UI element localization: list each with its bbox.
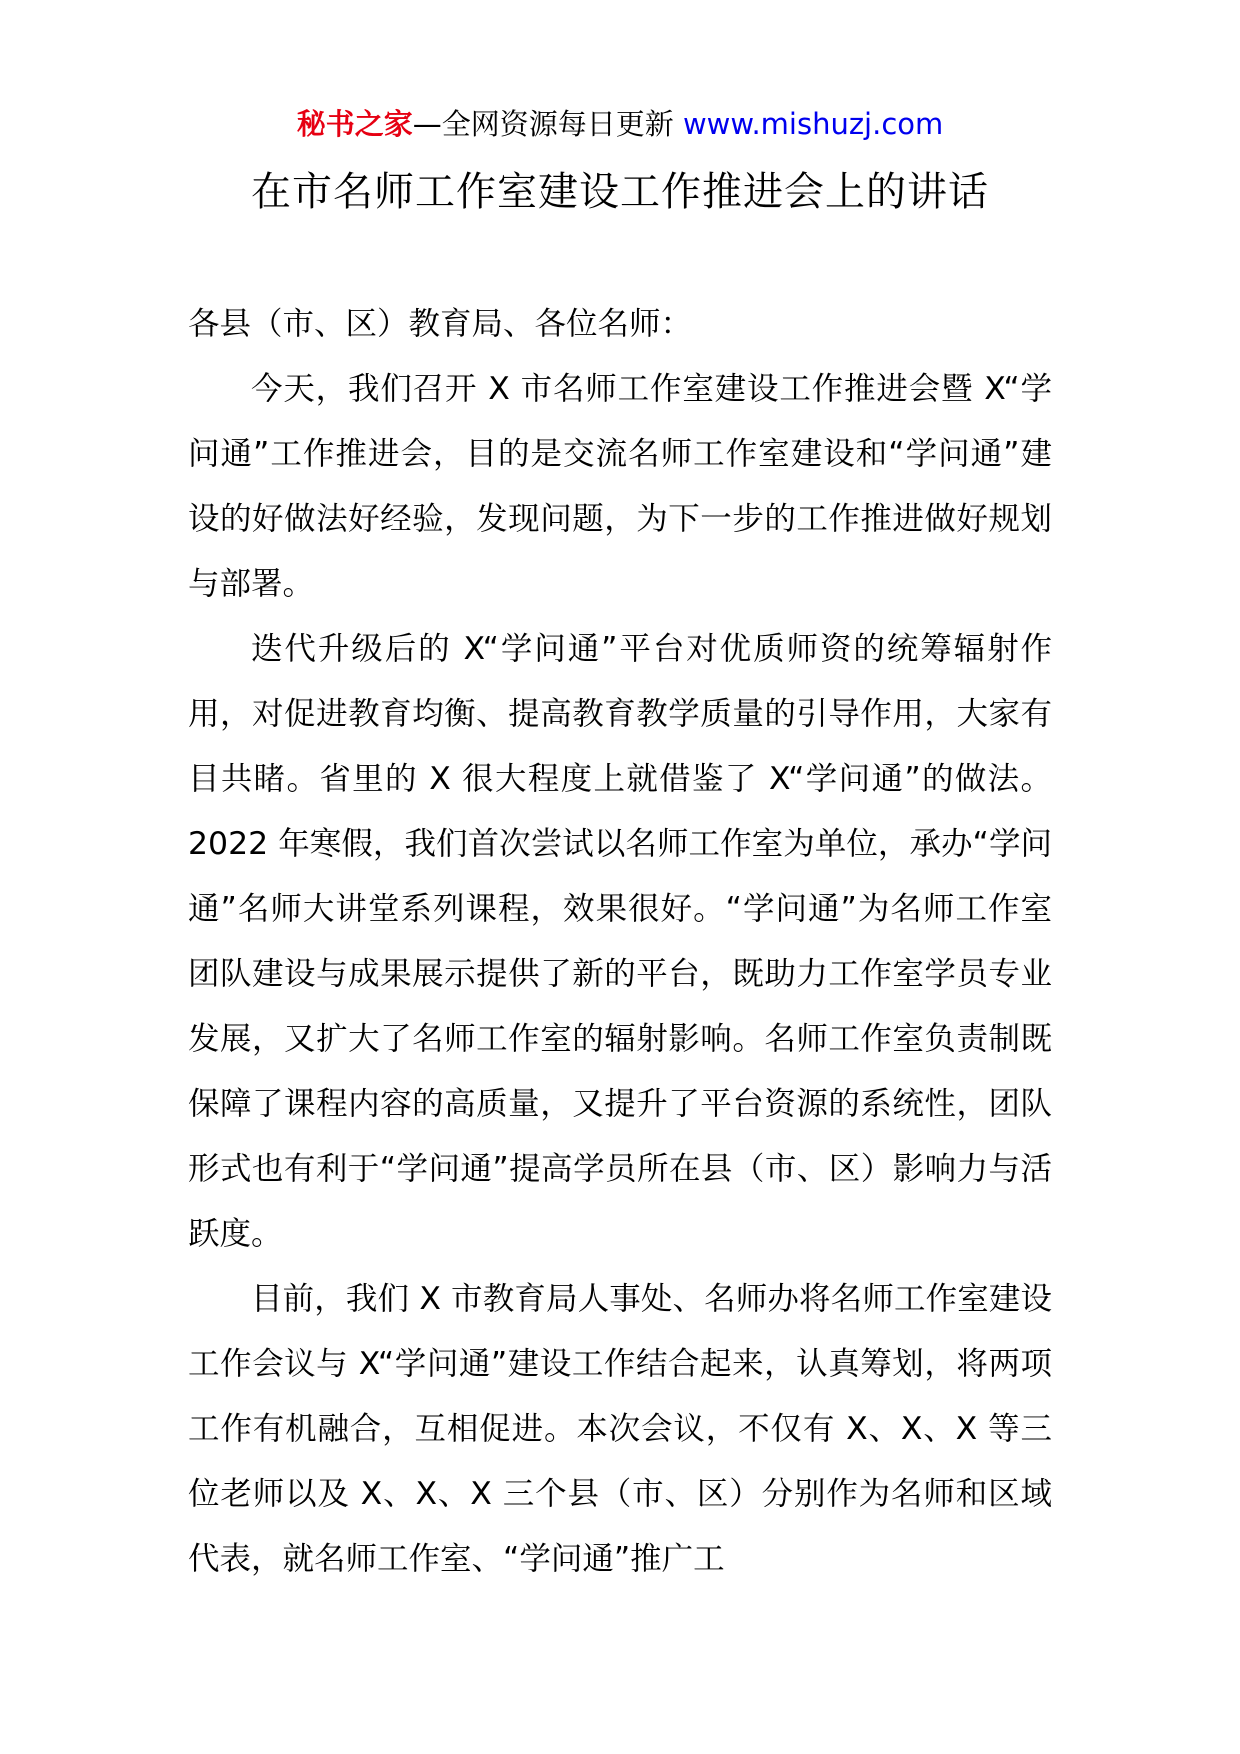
- document-body: [188, 292, 1052, 1592]
- paragraph: 迭代升级后的 X“学问通”平台对优质师资的统筹辐射作用，对促进教育均衡、提高教育教学质量的引导作用，大家有目共睹。省里的 X 很大程度上就借鉴了 X“学问通”的做法。2022 年寒假，我们首次尝试以名师工作室为单位，承办“学问通”名师大讲堂系列课程，效果很好。“学问通”为名师工作室团队建设与成果展示提供了新的平台，既助力工作室学员专业发展，又扩大了名师工作室的辐射影响。名师工作室负责制既保障了课程内容的高质量，又提升了平台资源的系统性，团队形式也有利于“学问通”提高学员所在县（市、区）影响力与活跃度。: [188, 631, 1052, 1252]
- site-header: [0, 104, 1240, 144]
- paragraph: 今天，我们召开 X 市名师工作室建设工作推进会暨 X“学问通”工作推进会，目的是交流名师工作室建设和“学问通”建设的好做法好经验，发现问题，为下一步的工作推进做好规划与部署。: [188, 371, 1052, 602]
- salutation: 各县（市、区）教育局、各位名师：: [188, 306, 693, 342]
- brand-name: 秘书之家: [296, 107, 413, 141]
- header-tagline: —全网资源每日更新: [412, 107, 683, 141]
- site-url-link[interactable]: www.mishuzj.com: [682, 107, 944, 141]
- paragraph: 目前，我们 X 市教育局人事处、名师办将名师工作室建设工作会议与 X“学问通”建设工作结合起来，认真筹划，将两项工作有机融合，互相促进。本次会议，不仅有 X、X、X 等三位老师以及 X、X、X 三个县（市、区）分别作为名师和区域代表，就名师工作室、“学问通”推广工: [188, 1281, 1052, 1577]
- document-title: 在市名师工作室建设工作推进会上的讲话: [251, 169, 989, 215]
